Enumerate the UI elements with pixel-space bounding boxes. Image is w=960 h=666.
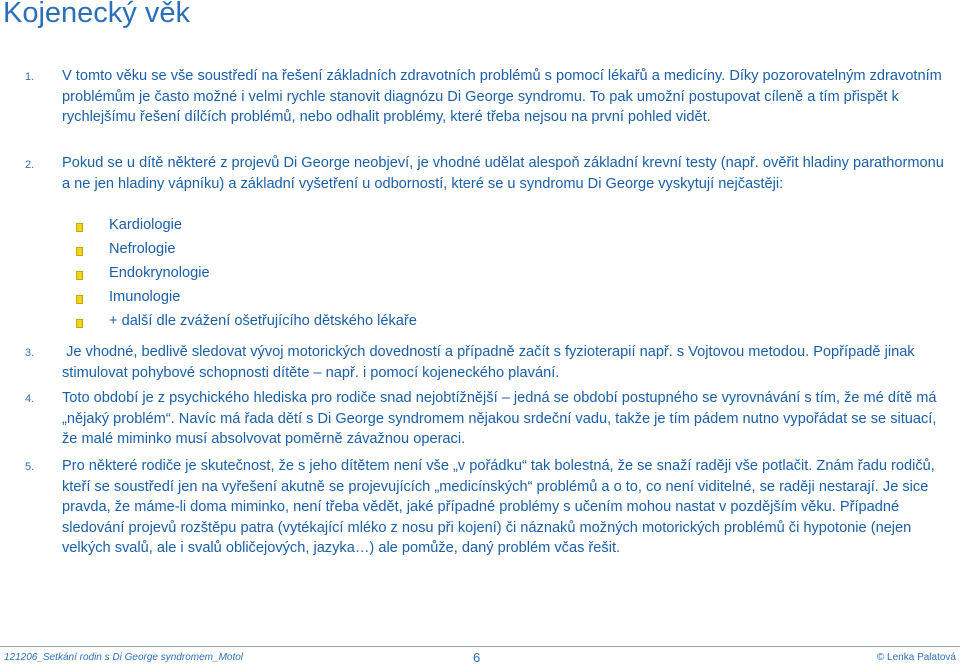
bullet-marker <box>76 223 83 232</box>
item-text-4: Toto období je z psychického hlediska pro rodiče snad nejobtížnější – jedná se období postupného se vyrovnávání s tím, že mé dítě má „nějaký problém“. Navíc má řada dětí s Di George syndromem nějakou srdeční vadu, takže je tím pádem nutno vypořádat se se situací, že malé miminko musí absolvovat poměrně závažnou operaci. <box>62 390 937 447</box>
item-number-2: 2. <box>25 159 35 171</box>
item-text-1: V tomto věku se vše soustředí na řešení základních zdravotních problémů s pomocí lékařů a medicíny. Díky pozorovatelným zdravotním problémům je často možné i velmi rychle stanovit diagnózu Di George syndromu. To pak umožní postupovat cíleně a tím přispět k rychlejšímu řešení dílčích problémů, nebo odhalit problémy, které třeba nejsou na první pohled vidět. <box>62 68 942 125</box>
bullet-item-imunologie: Imunologie <box>109 289 181 305</box>
item-text-2: Pokud se u dítě některé z projevů Di George neobjeví, je vhodné udělat alespoň základní krevní testy (např. ověřit hladiny parathormonu a ne jen hladiny vápníku) a základní vyšetření u odborností, které se u syndromu Di George vyskytují nejčastěji: <box>62 155 944 192</box>
bullet-marker <box>76 247 83 256</box>
item-text-3: Je vhodné, bedlivě sledovat vývoj motorických dovedností a případně začít s fyzioterapií např. s Vojtovou metodou. Popřípadě jinak stimulovat pohybové schopnosti dítěte – např. i pomocí kojeneckého plavání. <box>62 344 919 381</box>
bullet-item-dalsi: + další dle zvážení ošetřujícího dětského lékaře <box>109 313 417 329</box>
item-number-3: 3. <box>25 347 35 359</box>
item-text-5: Pro některé rodiče je skutečnost, že s jeho dítětem není vše „v pořádku“ tak bolestná, že se snaží raději vše potlačit. Znám řadu rodičů, kteří se soustředí jen na vyřešení akutně se projevujících „medicínských“ problémů a o to, co není viditelné, se raději nestarají. Je sice pravda, že máme-li doma miminko, není třeba vědět, jaké případné problémy s učením mohou nastat v pozdějším věku. Případné sledování projevů rozštěpu patra (vytékající mléko z nosu při kojení) či náznaků možných motorických problémů či hypotonie (nejen velkých svalů, ale i svalů obličejových, jazyka…) ale pomůže, daný problém včas řešit. <box>62 458 935 556</box>
bullet-item-endokrynologie: Endokrynologie <box>109 265 210 281</box>
bullet-marker <box>76 295 83 304</box>
item-number-4: 4. <box>25 393 35 405</box>
footer-divider <box>0 646 960 647</box>
bullet-marker <box>76 319 83 328</box>
page-number: 6 <box>473 650 481 665</box>
bullet-item-kardiologie: Kardiologie <box>109 217 183 233</box>
page-title: Kojenecký věk <box>3 0 190 29</box>
item-number-5: 5. <box>25 461 35 473</box>
bullet-item-nefrologie: Nefrologie <box>109 241 176 257</box>
item-number-1: 1. <box>25 71 35 83</box>
footer-copyright: © Lenka Palatová <box>876 652 956 663</box>
footer-source: 121206_Setkání rodin s Di George syndromem_Motol <box>4 652 244 663</box>
bullet-marker <box>76 271 83 280</box>
